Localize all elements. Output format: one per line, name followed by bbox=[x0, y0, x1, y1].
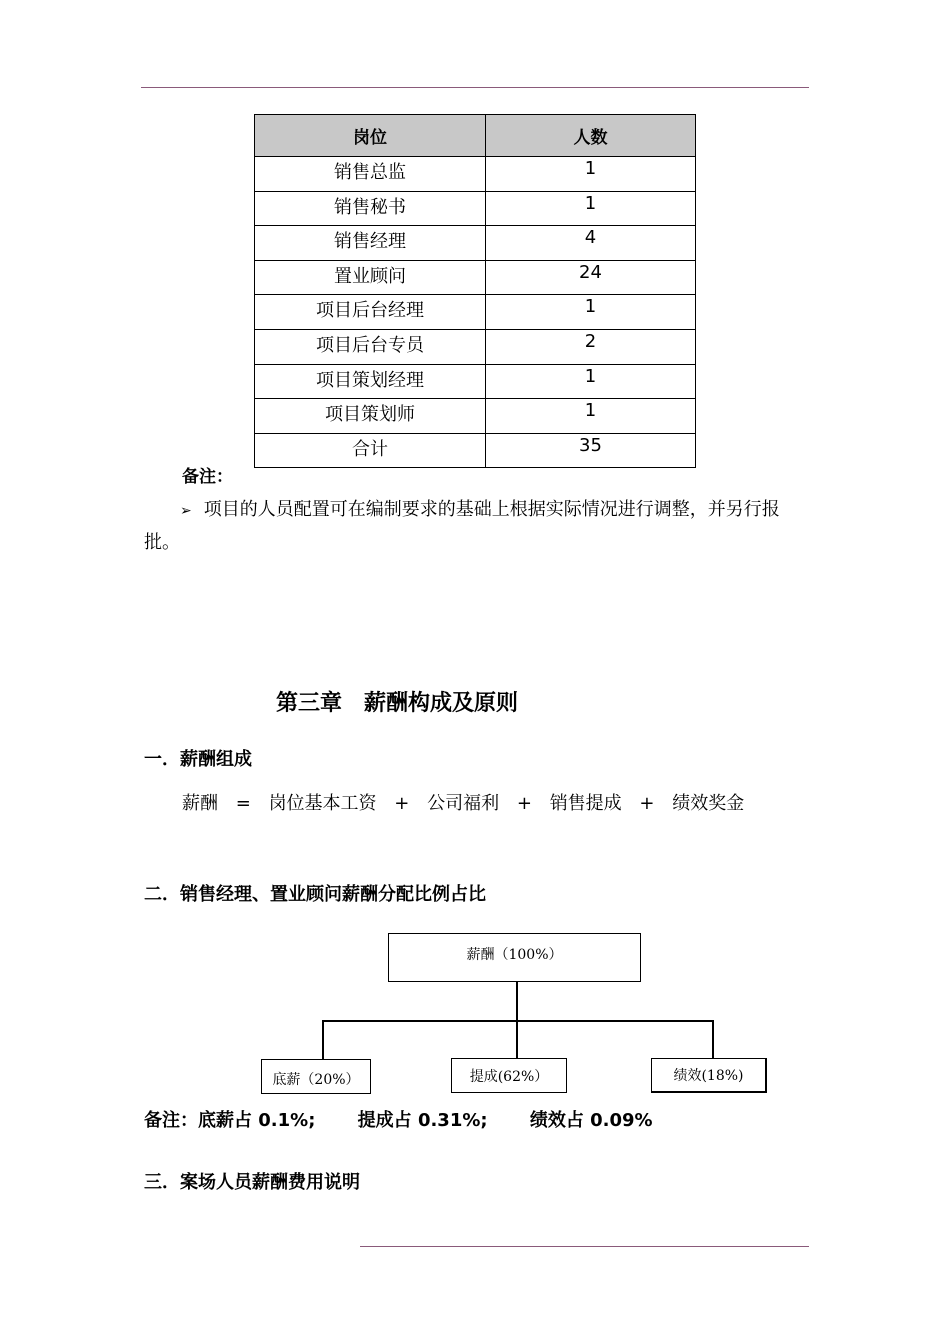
position-cell: 项目策划经理 bbox=[255, 364, 486, 399]
count-cell: 1 bbox=[486, 191, 696, 226]
formula-term: 公司福利 bbox=[427, 793, 500, 814]
table-row bbox=[255, 433, 696, 468]
section3-title: 三．案场人员薪酬费用说明 bbox=[144, 1172, 360, 1193]
chapter-title: 第三章 薪酬构成及原则 bbox=[276, 691, 519, 716]
count-cell: 1 bbox=[486, 295, 696, 330]
formula-term: 岗位基本工资 bbox=[268, 793, 377, 814]
section1-title: 一．薪酬组成 bbox=[144, 749, 252, 770]
count-cell: 1 bbox=[486, 399, 696, 434]
column-header-count: 人数 bbox=[486, 115, 696, 157]
position-cell: 置业顾问 bbox=[255, 260, 486, 295]
position-cell: 销售经理 bbox=[255, 226, 486, 261]
salary-formula bbox=[182, 789, 756, 815]
table-row bbox=[255, 226, 696, 261]
remark-label: 备注： bbox=[182, 467, 233, 487]
remark-text: 项目的人员配置可在编制要求的基础上根据实际情况进行调整，并另行报批。 bbox=[144, 499, 780, 553]
diagram-root-node: 薪酬（100%） bbox=[388, 933, 641, 982]
ratio-note-commission: 提成占 0.31%; bbox=[357, 1110, 488, 1131]
formula-operator: + bbox=[639, 793, 655, 814]
position-cell: 项目后台经理 bbox=[255, 295, 486, 330]
diagram-connector bbox=[516, 1020, 518, 1058]
diagram-node-commission: 提成(62%） bbox=[451, 1058, 567, 1093]
table-row bbox=[255, 364, 696, 399]
formula-operator: + bbox=[516, 793, 532, 814]
diagram-connector bbox=[712, 1020, 714, 1058]
diagram-node-base-salary: 底薪（20%） bbox=[261, 1059, 371, 1094]
table-row bbox=[255, 260, 696, 295]
formula-term: 薪酬 bbox=[182, 793, 218, 814]
count-cell: 4 bbox=[486, 226, 696, 261]
staffing-table bbox=[254, 114, 696, 468]
column-header-position: 岗位 bbox=[255, 115, 486, 157]
diagram-node-performance: 绩效(18%) bbox=[651, 1058, 767, 1093]
diagram-connector bbox=[322, 1020, 324, 1059]
formula-operator: = bbox=[235, 793, 251, 814]
table-row bbox=[255, 399, 696, 434]
count-cell: 24 bbox=[486, 260, 696, 295]
table-header-row bbox=[255, 115, 696, 157]
count-cell: 2 bbox=[486, 329, 696, 364]
header-rule bbox=[141, 87, 809, 88]
diagram-connector bbox=[322, 1020, 714, 1022]
remark-paragraph bbox=[144, 494, 808, 558]
bullet-arrow-icon: ➢ bbox=[180, 503, 192, 519]
position-cell: 项目策划师 bbox=[255, 399, 486, 434]
diagram-connector bbox=[516, 982, 518, 1021]
table-row bbox=[255, 329, 696, 364]
position-cell: 合计 bbox=[255, 433, 486, 468]
ratio-note-performance: 绩效占 0.09% bbox=[529, 1110, 653, 1131]
table-row bbox=[255, 191, 696, 226]
count-cell: 1 bbox=[486, 157, 696, 192]
ratio-note-base: 备注：底薪占 0.1%; bbox=[144, 1110, 316, 1131]
position-cell: 项目后台专员 bbox=[255, 329, 486, 364]
footer-rule bbox=[360, 1246, 809, 1247]
ratio-note bbox=[144, 1106, 689, 1132]
position-cell: 销售秘书 bbox=[255, 191, 486, 226]
section2-title: 二．销售经理、置业顾问薪酬分配比例占比 bbox=[144, 884, 486, 905]
formula-operator: + bbox=[394, 793, 410, 814]
position-cell: 销售总监 bbox=[255, 157, 486, 192]
table-row bbox=[255, 157, 696, 192]
count-cell: 1 bbox=[486, 364, 696, 399]
table-row bbox=[255, 295, 696, 330]
formula-term: 销售提成 bbox=[549, 793, 622, 814]
formula-term: 绩效奖金 bbox=[672, 793, 745, 814]
count-cell: 35 bbox=[486, 433, 696, 468]
